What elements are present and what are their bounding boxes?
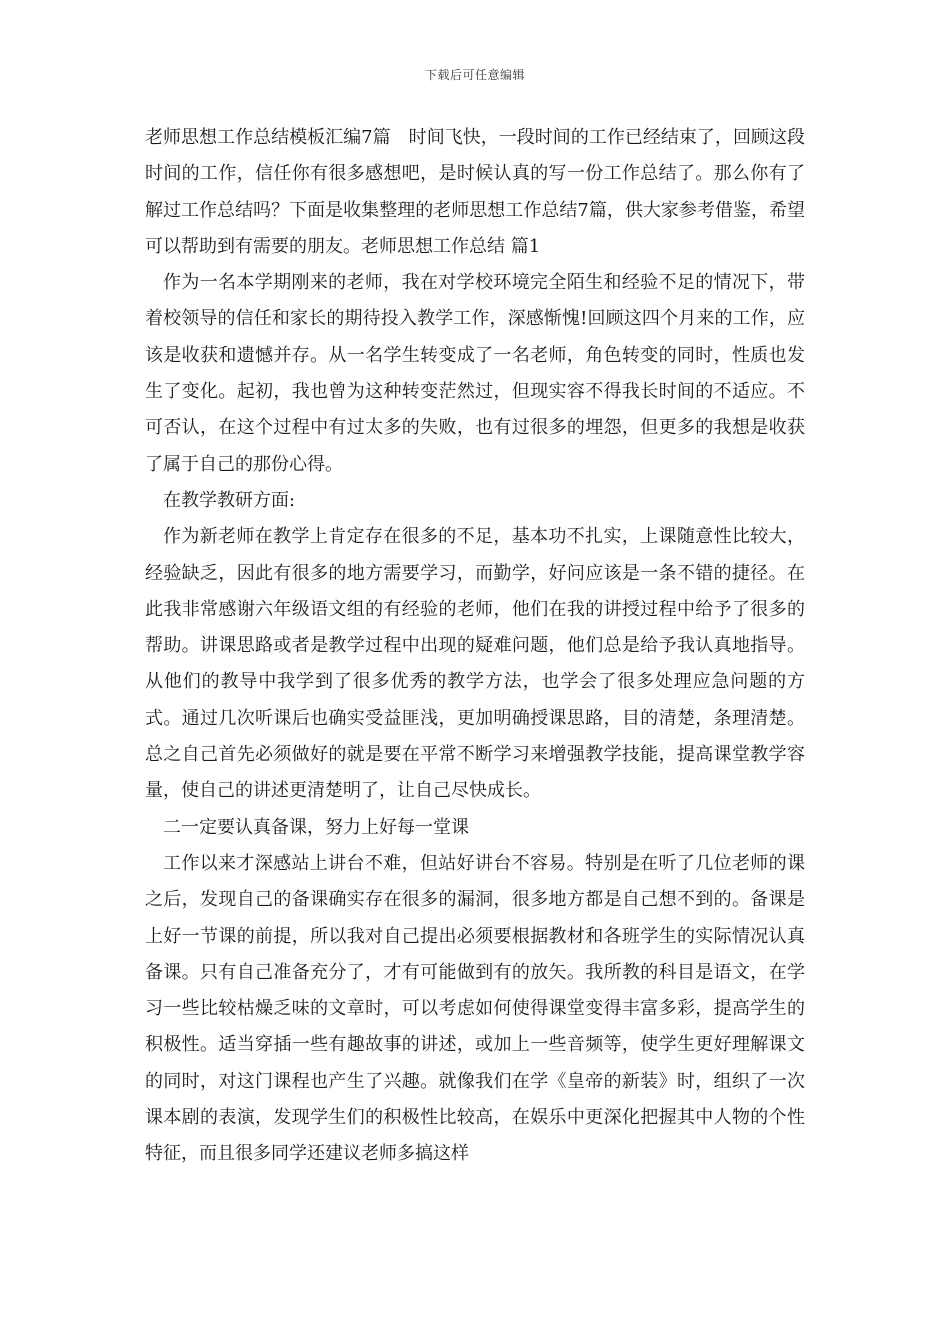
section-heading: 在教学教研方面: (163, 489, 296, 511)
page-header: 下载后可任意编辑 (424, 68, 525, 82)
body-paragraph: 作为新老师在教学上肯定存在很多的不足，基本功不扎实，上课随意性比较大，经验缺乏，因此有很多的地方需要学习，而勤学，好问应该是一条不错的捷径。在此我非常感谢六年级语文组的有经验的老师，他们在我的讲授过程中给予了很多的帮助。讲课思路或者是教学过程中出现的疑难问题，他们总是给予我认真地指导。从他们的教导中我学到了很多优秀的教学方法，也学会了很多处理应急问题的方式。通过几次听课后也确实受益匪浅，更加明确授课思路，目的清楚，条理清楚。总之自己首先必须做好的就是要在平常不断学习来增强教学技能，提高课堂教学容量，使自己的讲述更清楚明了，让自己尽快成长。 (145, 526, 805, 802)
intro-paragraph: 老师思想工作总结模板汇编7篇 时间飞快，一段时间的工作已经结束了，回顾这段时间的工作，信任你有很多感想吧，是时候认真的写一份工作总结了。那么你有了解过工作总结吗？下面是收集整理的老师思想工作总结7篇，供大家参考借鉴，希望可以帮助到有需要的朋友。老师思想工作总结 篇1 (145, 127, 805, 257)
document-body (145, 120, 805, 1173)
body-paragraph: 作为一名本学期刚来的老师，我在对学校环境完全陌生和经验不足的情况下，带着校领导的信任和家长的期待投入教学工作，深感惭愧!回顾这四个月来的工作，应该是收获和遗憾并存。从一名学生转变成了一名老师，角色转变的同时，性质也发生了变化。起初，我也曾为这种转变茫然过，但现实容不得我长时间的不适应。不可否认，在这个过程中有过太多的失败，也有过很多的埋怨，但更多的我想是收获了属于自己的那份心得。 (145, 272, 805, 475)
section-heading: 二一定要认真备课，努力上好每一堂课 (163, 816, 469, 838)
body-paragraph: 工作以来才深感站上讲台不难，但站好讲台不容易。特别是在听了几位老师的课之后，发现自己的备课确实存在很多的漏洞，很多地方都是自己想不到的。备课是上好一节课的前提，所以我对自己提出必须要根据教材和各班学生的实际情况认真备课。只有自己准备充分了，才有可能做到有的放矢。我所教的科目是语文，在学习一些比较枯燥乏味的文章时，可以考虑如何使得课堂变得丰富多彩，提高学生的积极性。适当穿插一些有趣故事的讲述，或加上一些音频等，使学生更好理解课文的同时，对这门课程也产生了兴趣。就像我们在学《皇帝的新装》时，组织了一次课本剧的表演，发现学生们的积极性比较高，在娱乐中更深化把握其中人物的个性特征，而且很多同学还建议老师多搞这样 (145, 852, 805, 1165)
